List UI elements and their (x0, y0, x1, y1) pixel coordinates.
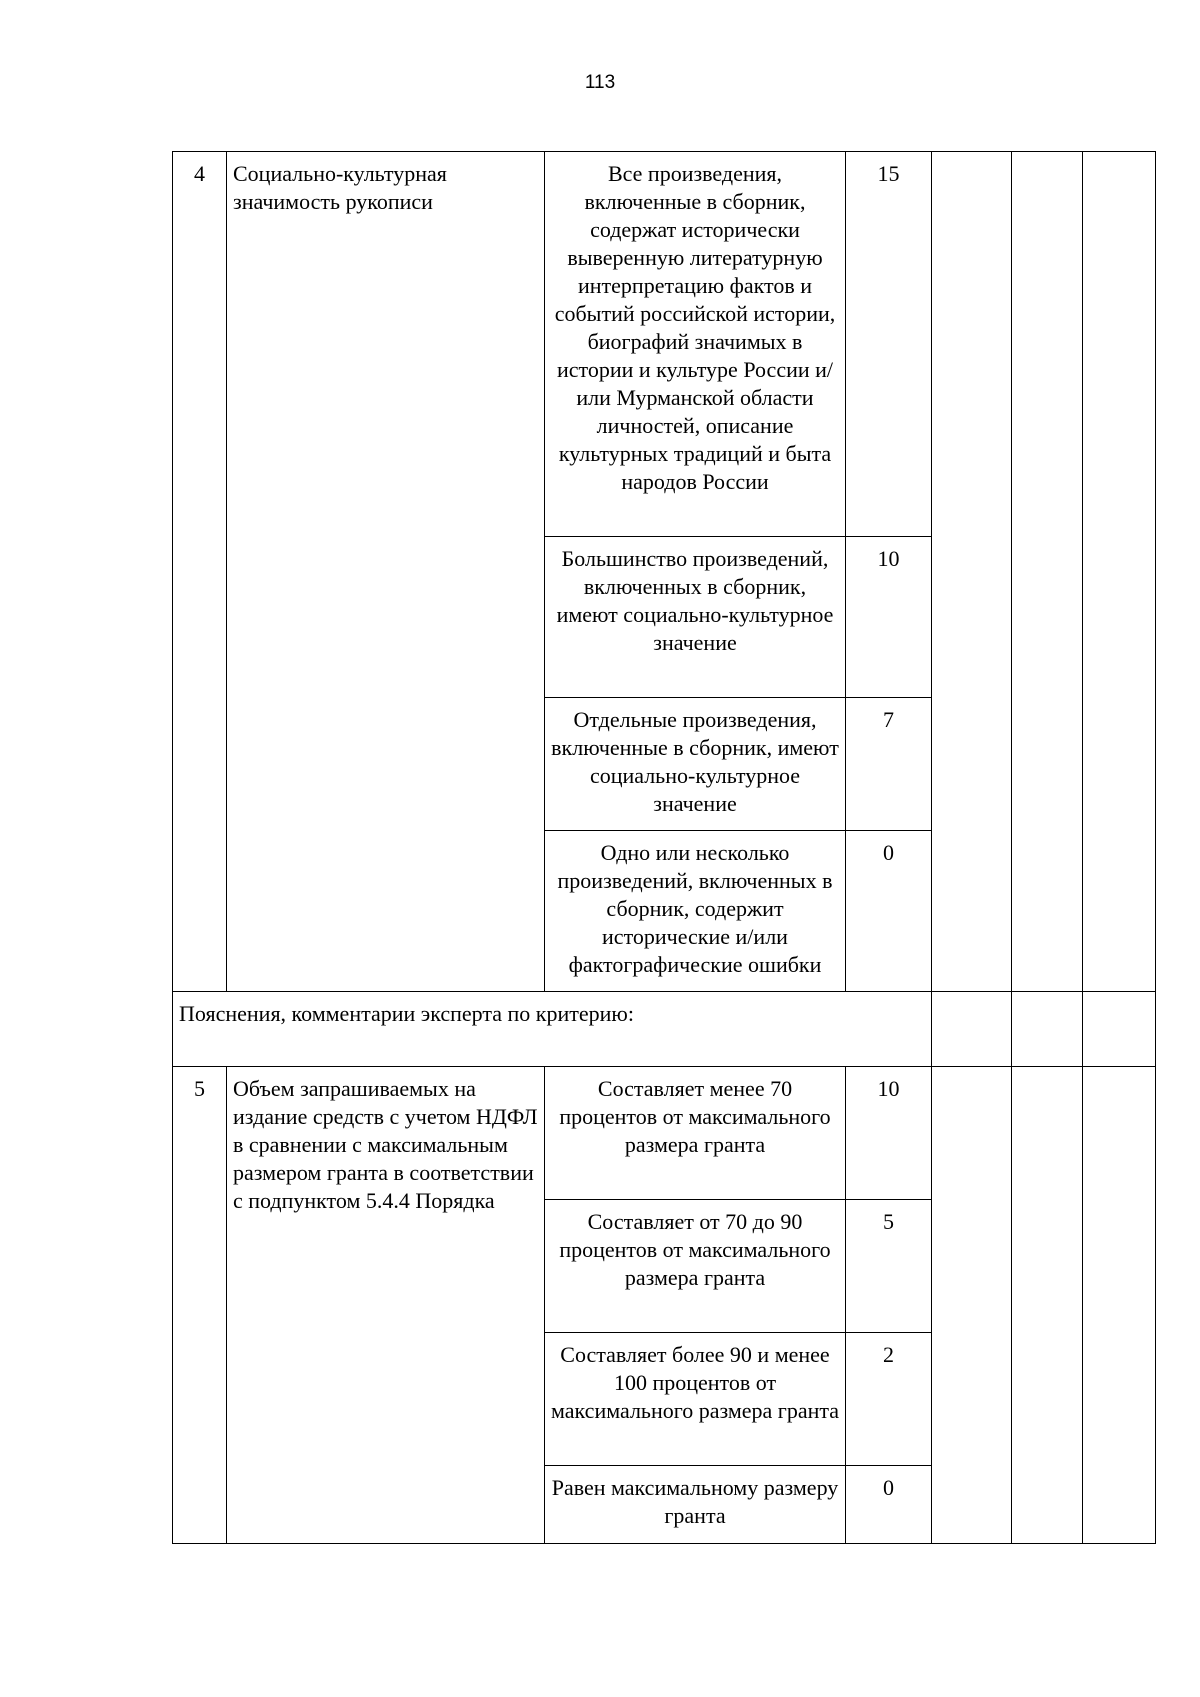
criterion-condition: Отдельные произведения, включенные в сборник, имеют социально-культурное значение (545, 698, 846, 831)
expert-comment-label: Пояснения, комментарии эксперта по критерию: (173, 992, 932, 1067)
table-row (173, 1067, 1156, 1200)
expert-cell[interactable] (932, 1067, 1012, 1544)
expert-cell[interactable] (1012, 152, 1083, 992)
expert-cell[interactable] (1012, 1067, 1083, 1544)
criterion-number: 4 (173, 152, 227, 992)
expert-cell[interactable] (1083, 152, 1156, 992)
expert-cell[interactable] (1083, 1067, 1156, 1544)
criterion-score: 5 (846, 1200, 932, 1333)
expert-cell[interactable] (932, 992, 1012, 1067)
criterion-condition: Большинство произведений, включенных в сборник, имеют социально-культурное значение (545, 537, 846, 698)
criterion-score: 0 (846, 831, 932, 992)
table-row (173, 992, 1156, 1067)
expert-cell[interactable] (1012, 992, 1083, 1067)
criterion-number: 5 (173, 1067, 227, 1544)
criterion-title: Социально-культурная значимость рукописи (227, 152, 545, 992)
criterion-condition: Составляет менее 70 процентов от максимального размера гранта (545, 1067, 846, 1200)
criterion-title: Объем запрашиваемых на издание средств с учетом НДФЛ в сравнении с максимальным размером гранта в соответствии с подпунктом 5.4.4 Порядка (227, 1067, 545, 1544)
criterion-score: 7 (846, 698, 932, 831)
page-number: 113 (584, 72, 616, 93)
criterion-condition: Составляет от 70 до 90 процентов от максимального размера гранта (545, 1200, 846, 1333)
criterion-condition: Одно или несколько произведений, включенных в сборник, содержит исторические и/или фактографические ошибки (545, 831, 846, 992)
criterion-score: 0 (846, 1466, 932, 1544)
criterion-condition: Составляет более 90 и менее 100 процентов от максимального размера гранта (545, 1333, 846, 1466)
criterion-condition: Все произведения, включенные в сборник, содержат исторически выверенную литературную интерпретацию фактов и событий российской истории, биографий значимых в истории и культуре России и/или Мурманской области личностей, описание культурных традиций и быта народов России (545, 152, 846, 537)
criterion-score: 2 (846, 1333, 932, 1466)
criteria-table (172, 151, 1156, 1544)
table-row (173, 152, 1156, 537)
criterion-score: 15 (846, 152, 932, 537)
criterion-condition: Равен максимальному размеру гранта (545, 1466, 846, 1544)
criterion-score: 10 (846, 537, 932, 698)
expert-cell[interactable] (932, 152, 1012, 992)
expert-cell[interactable] (1083, 992, 1156, 1067)
criterion-score: 10 (846, 1067, 932, 1200)
